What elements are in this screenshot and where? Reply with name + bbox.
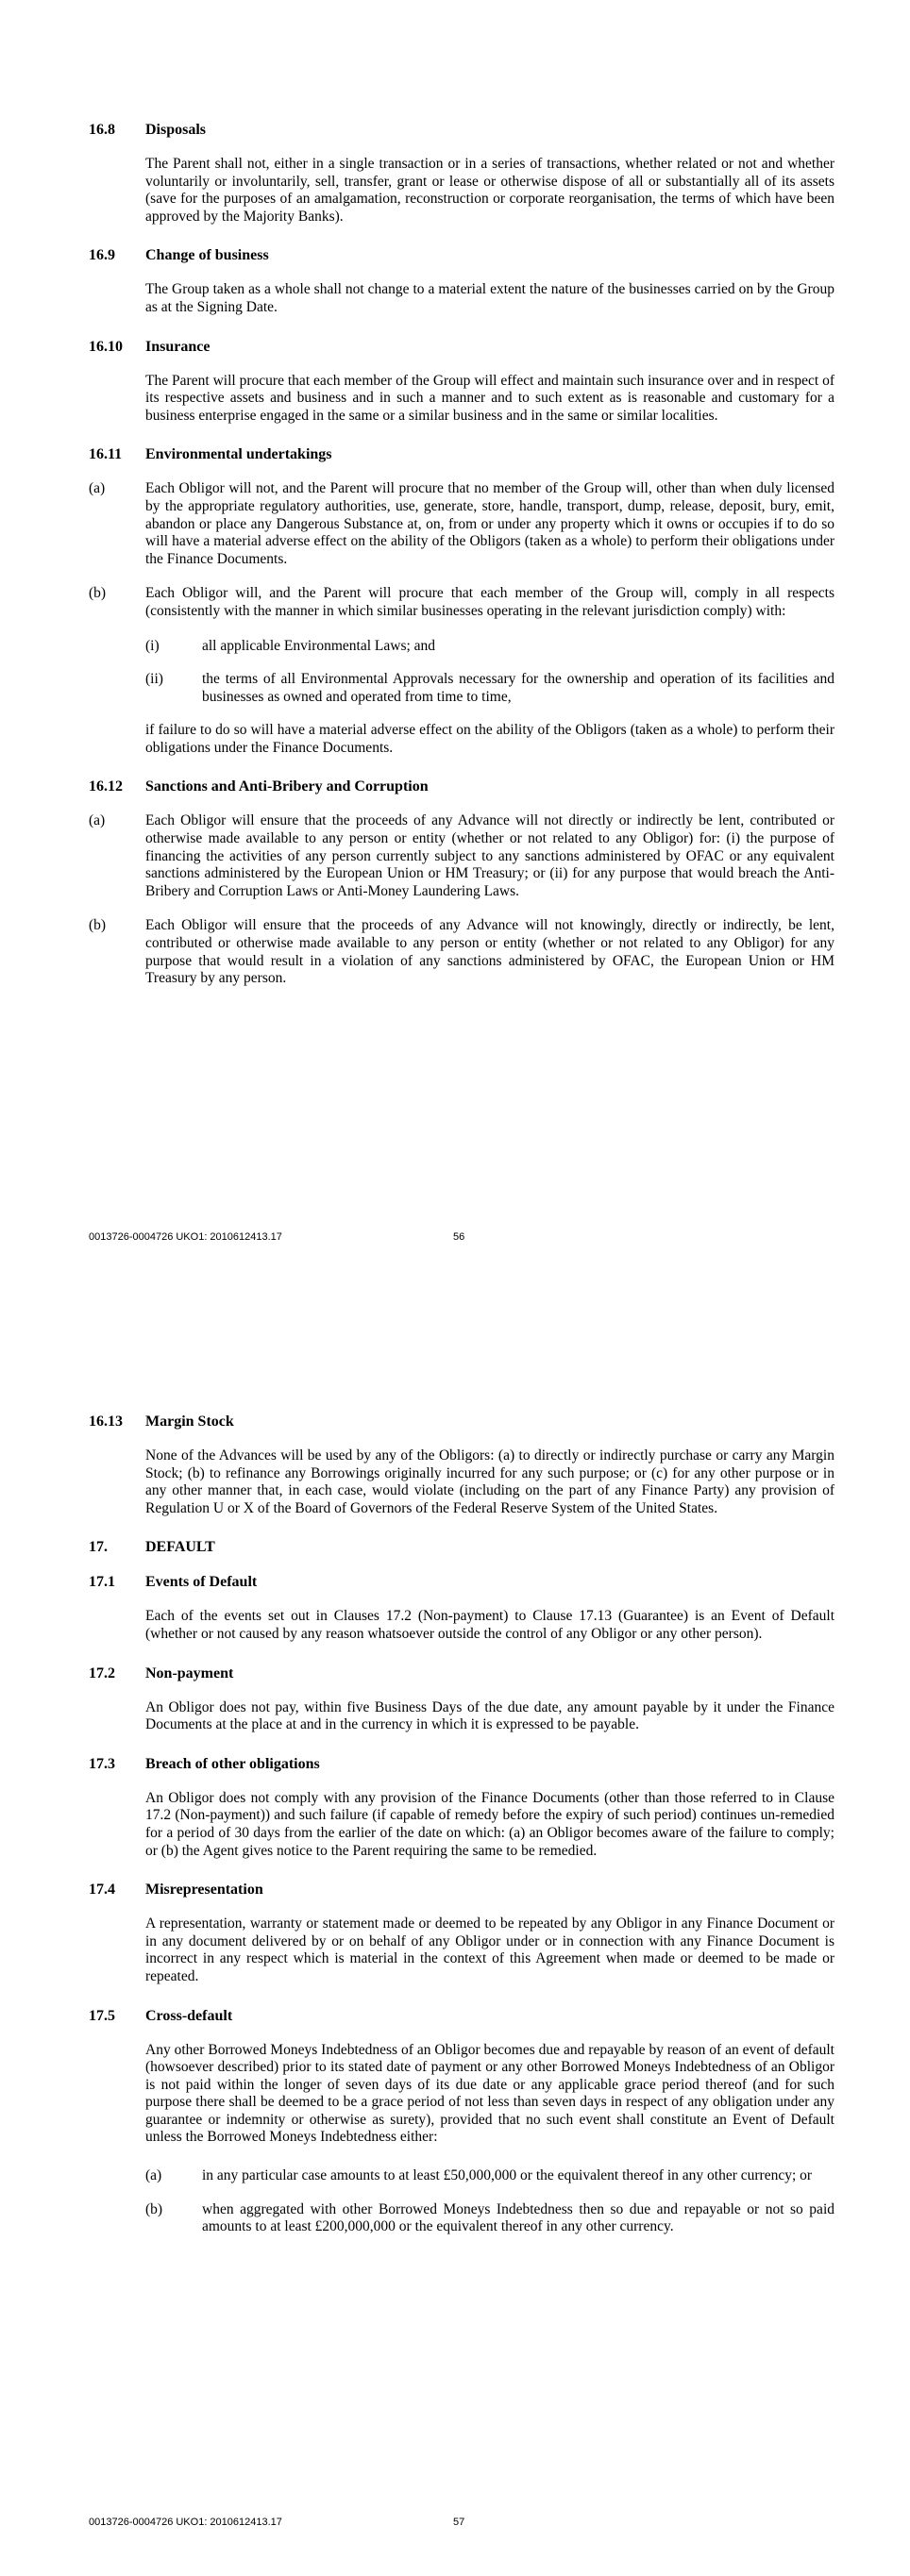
item-label: (b): [89, 585, 107, 602]
subitem-label: (ii): [145, 671, 163, 688]
section-title: Events of Default: [145, 1574, 258, 1591]
item-text: Each Obligor will ensure that the proceeds of any Advance will not directly or indirectly be lent, contributed or otherwise made available to any person or entity (whether or not related to any Obligor) for: (i) the purpose of financing the activities of any person currently subject to any sanctions administered by OFAC or any equivalent sanctions administered by the European Union or HM Treasury; or (ii) for any purpose that would breach the Anti-Bribery and Corruption Laws or Anti-Money Laundering Laws.: [145, 812, 834, 899]
section-heading-cross-default: [89, 2007, 834, 2026]
section-body-misrepresentation: A representation, warranty or statement made or deemed to be repeated by any Obligor in any Finance Document or in any document delivered by or on behalf of any Obligor under or in connection with any Finance Document is incorrect in any respect which is material in the context of this Agreement when made or deemed to be made or repeated.: [145, 1915, 834, 1984]
subitem-label: (b): [145, 2200, 163, 2217]
section-number: 16.9: [89, 247, 115, 264]
section-body-margin-stock: None of the Advances will be used by any of the Obligors: (a) to directly or indirectly purchase or carry any Margin Stock; (b) to refinance any Borrowings originally incurred for any such purpose; or (c) for any other purpose or in any other manner that, in each case, would violate (including on the part of any Finance Party) any provision of Regulation U or X of the Board of Governors of the Federal Reserve System of the United States.: [145, 1447, 834, 1516]
item-text: Each Obligor will, and the Parent will procure that each member of the Group will, comply in all respects (consistently with the manner in which similar businesses operating in the relevant jurisdiction comply) with:: [145, 585, 834, 619]
section-body-events-of-default: Each of the events set out in Clauses 17.2 (Non-payment) to Clause 17.13 (Guarantee) is an Event of Default (whether or not caused by any reason whatsoever outside the control of any Obligor or any other person).: [145, 1608, 834, 1642]
document-reference: 0013726-0004726 UKO1: 2010612413.17: [89, 1231, 282, 1243]
section-number: 17.5: [89, 2007, 115, 2024]
subitem-text: in any particular case amounts to at least £50,000,000 or the equivalent thereof in any other currency; or: [202, 2167, 813, 2184]
section-heading-insurance: [89, 338, 834, 357]
section-title: Sanctions and Anti-Bribery and Corruption: [145, 778, 429, 795]
section-number: 16.12: [89, 778, 123, 795]
subitem-text: all applicable Environmental Laws; and: [202, 637, 436, 654]
section-heading-events-of-default: [89, 1573, 834, 1592]
section-title: Non-payment: [145, 1664, 234, 1681]
section-heading-sanctions: [89, 778, 834, 796]
section-heading-non-payment: [89, 1664, 834, 1683]
page-content: [89, 1413, 834, 2252]
clause-tail-text: if failure to do so will have a material adverse effect on the ability of the Obligors (taken as a whole) to perform their obligations under the Finance Documents.: [145, 722, 834, 756]
item-text: Each Obligor will ensure that the proceeds of any Advance will not knowingly, directly or indirectly, be lent, contributed or otherwise made available to any person or entity (whether or not related to any Obligor) for any purpose that would result in a violation of any sanctions administered by OFAC, the European Union or HM Treasury by any person.: [145, 917, 834, 987]
section-body-cross-default: Any other Borrowed Moneys Indebtedness of an Obligor becomes due and repayable by reason of an event of default (howsoever described) prior to its stated date of payment or any other Borrowed Moneys Indebtedness of an Obligor is not paid within the longer of seven days of its due date or any applicable grace period thereof (and for such purpose there shall be deemed to be a grace period of not less than seven days in respect of any obligation under any guarantee or indemnity or otherwise as surety), provided that no such event shall constitute an Event of Default unless the Borrowed Moneys Indebtedness either:: [145, 2041, 834, 2146]
section-body-breach: An Obligor does not comply with any provision of the Finance Documents (other than those referred to in Clause 17.2 (Non-payment)) and such failure (if capable of remedy before the expiry of such period) continues un-remedied for a period of 30 days from the earlier of the date on which: (a) an Obligor becomes aware of the failure to comply; or (b) the Agent gives notice to the Parent requiring the same to be remedied.: [145, 1789, 834, 1859]
section-heading-misrepresentation: [89, 1881, 834, 1899]
clause-title: DEFAULT: [145, 1539, 215, 1556]
section-body-non-payment: An Obligor does not pay, within five Business Days of the due date, any amount payable by it under the Finance Documents at the place at and in the currency in which it is expressed to be payable.: [145, 1698, 834, 1733]
clause-subitem-ii: [145, 671, 834, 706]
section-body-change-of-business: The Group taken as a whole shall not change to a material extent the nature of the businesses carried on by the Group as at the Signing Date.: [145, 281, 834, 315]
section-title: Margin Stock: [145, 1413, 234, 1430]
clause-subitem-b: [145, 2201, 834, 2236]
document-reference: 0013726-0004726 UKO1: 2010612413.17: [89, 2517, 282, 2528]
page-number: 56: [453, 1231, 465, 1243]
subitem-label: (a): [145, 2167, 162, 2184]
section-body-insurance: The Parent will procure that each member of the Group will effect and maintain such insurance over and in respect of its respective assets and business and in such a manner and to such extent as is reasonable and customary for a business enterprise engaged in the same or a similar business and in the same or similar localities.: [145, 372, 834, 424]
section-number: 16.11: [89, 446, 123, 463]
clause-item-b: [89, 585, 834, 620]
section-title: Change of business: [145, 247, 269, 264]
item-label: (a): [89, 480, 106, 497]
section-heading-change-of-business: [89, 246, 834, 265]
section-number: 16.13: [89, 1413, 123, 1430]
section-number: 16.8: [89, 122, 115, 138]
page-content: [89, 121, 834, 1005]
clause-item-a: [89, 812, 834, 900]
clause-subitem-i: [145, 638, 834, 656]
item-text: Each Obligor will not, and the Parent will procure that no member of the Group will, other than when duly licensed by the appropriate regulatory authorities, use, generate, store, handle, transport, dump, release, deposit, bury, emit, abandon or place any Dangerous Substance at, on, from or under any property which it owns or occupies if to do so will have a material adverse effect on the ability of the Obligors (taken as a whole) to perform their obligations under the Finance Documents.: [145, 480, 834, 567]
section-body-disposals: The Parent shall not, either in a single transaction or in a series of transactions, whether related or not and whether voluntarily or involuntarily, sell, transfer, grant or lease or otherwise dispose of all or substantially all of its assets (save for the purposes of an amalgamation, reconstruction or corporate reorganisation, the terms of which have been approved by the Majority Banks).: [145, 156, 834, 225]
section-number: 17.2: [89, 1664, 115, 1681]
section-title: Cross-default: [145, 2007, 233, 2024]
section-heading-margin-stock: [89, 1413, 834, 1431]
section-number: 17.1: [89, 1574, 115, 1591]
section-heading-disposals: [89, 121, 834, 140]
section-title: Misrepresentation: [145, 1882, 263, 1899]
section-heading-environmental: [89, 445, 834, 464]
page-number: 57: [453, 2517, 465, 2528]
item-label: (b): [89, 917, 107, 934]
clause-item-b: [89, 917, 834, 987]
clause-subitem-a: [145, 2167, 834, 2185]
clause-number: 17.: [89, 1539, 108, 1556]
section-heading-breach: [89, 1755, 834, 1774]
clause-heading-default: [89, 1538, 834, 1557]
section-title: Insurance: [145, 338, 211, 355]
section-number: 16.10: [89, 338, 123, 355]
document-page-57: [0, 1288, 910, 2576]
section-number: 17.4: [89, 1882, 115, 1899]
section-title: Environmental undertakings: [145, 446, 332, 463]
section-title: Disposals: [145, 122, 207, 138]
subitem-text: the terms of all Environmental Approvals necessary for the ownership and operation of its facilities and businesses as owned and operated from time to time,: [202, 671, 834, 705]
clause-item-a: [89, 480, 834, 568]
section-number: 17.3: [89, 1755, 115, 1772]
section-title: Breach of other obligations: [145, 1755, 320, 1772]
subitem-label: (i): [145, 637, 160, 654]
item-label: (a): [89, 812, 106, 829]
subitem-text: when aggregated with other Borrowed Moneys Indebtedness then so due and repayable or not so paid amounts to at least £200,000,000 or the equivalent thereof in any other currency.: [202, 2200, 834, 2235]
